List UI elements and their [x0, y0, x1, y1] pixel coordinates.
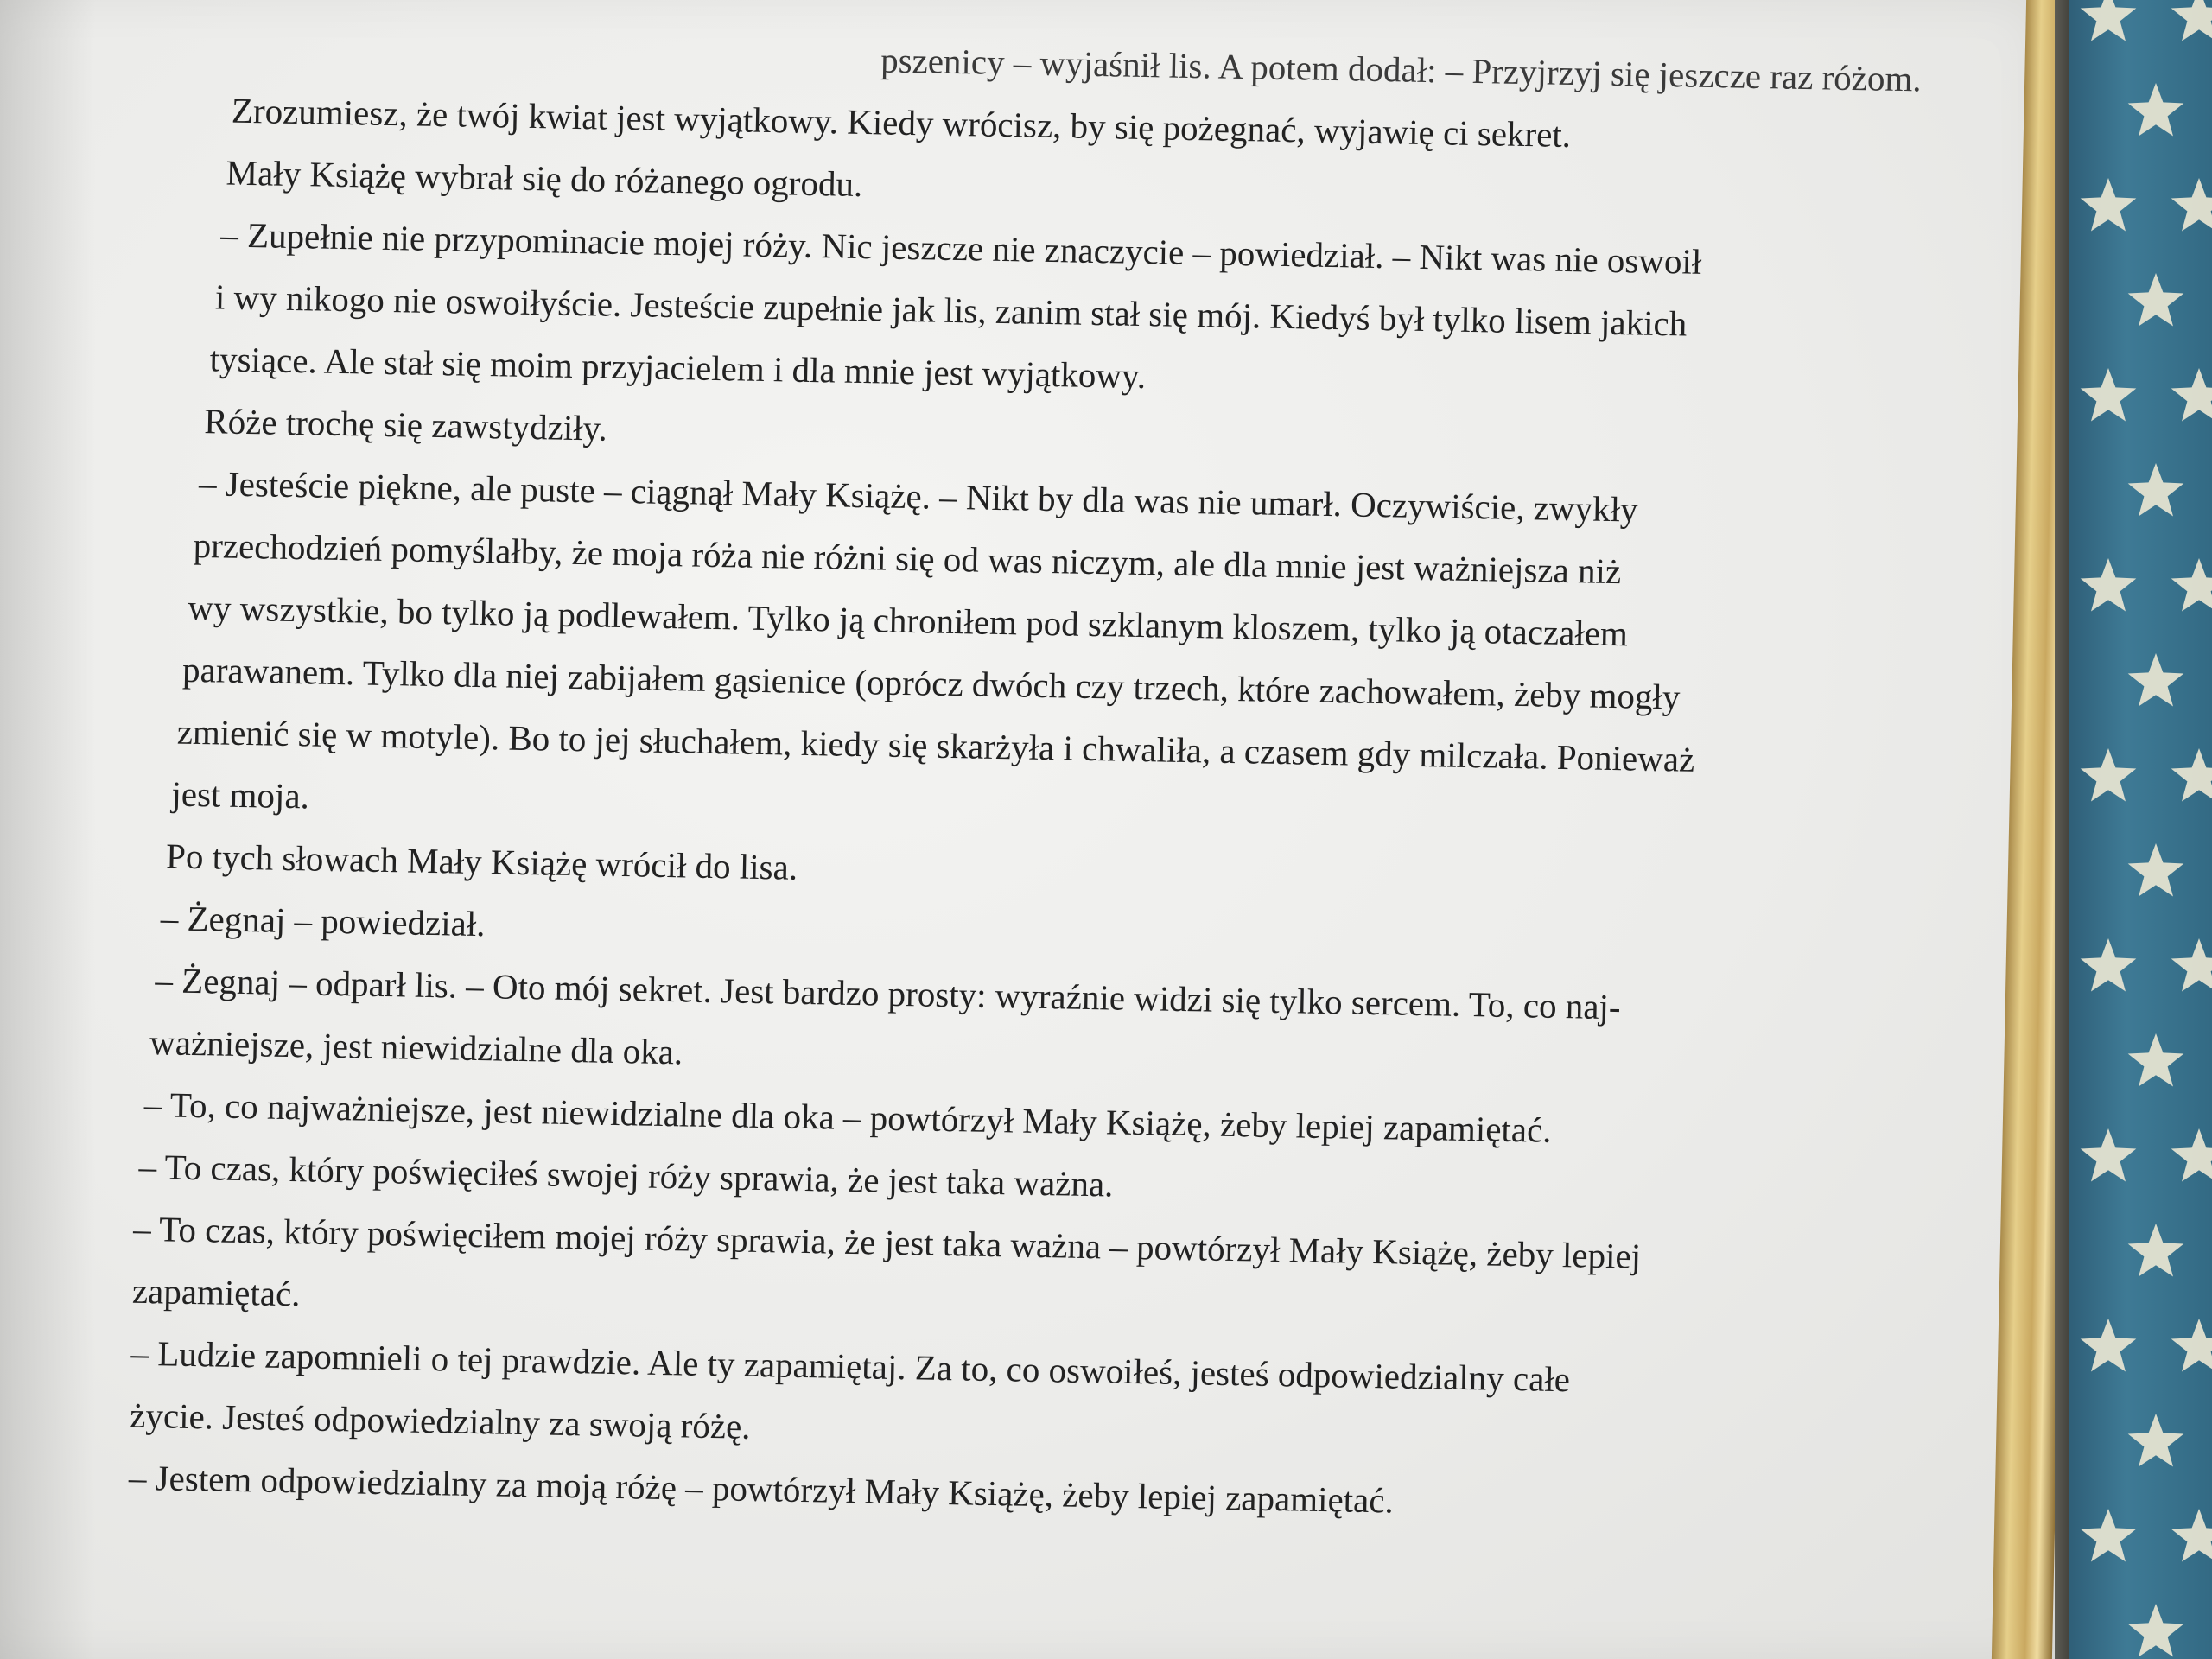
star-icon [2081, 1509, 2137, 1562]
star-icon [2081, 938, 2137, 992]
text-line: tysiące. Ale stał się moim przyjacielem i dla mnie jest wyjątkowy. [209, 339, 1147, 397]
text-line: pszenicy – wyjaśnił lis. A potem dodał: – Przyjrzyj się jeszcze raz różom. [880, 40, 1923, 99]
text-line: – To czas, który poświęciłem mojej róży sprawia, że jest taka ważna – powtórzył Mały Książę, żeby lepiej [132, 1208, 1642, 1276]
star-icon [2081, 748, 2137, 802]
star-icon [2081, 178, 2137, 232]
star-icon [2171, 748, 2212, 802]
text-line: zmienić się w motyle). Bo to jej słuchałem, kiedy się skarżyła i chwaliła, a czasem gdy milczała. Ponieważ [176, 711, 1695, 779]
text-line: Mały Książę wybrał się do różanego ogrodu. [226, 152, 863, 205]
text-line: Po tych słowach Mały Książę wrócił do lisa. [165, 836, 798, 887]
star-icon [2128, 1414, 2184, 1467]
text-line: Róże trochę się zawstydziły. [203, 401, 608, 448]
star-icon [2128, 1604, 2184, 1657]
star-icon [2128, 1033, 2184, 1087]
star-icon [2171, 1319, 2212, 1372]
star-icon [2171, 368, 2212, 422]
star-icon [2171, 558, 2212, 612]
cover-star-pattern [2069, 0, 2212, 1659]
star-icon [2081, 0, 2137, 41]
star-icon [2171, 1509, 2212, 1562]
text-line: – To, co najważniejsze, jest niewidzialne dla oka – powtórzył Mały Książę, żeby lepiej zapamiętać. [143, 1084, 1552, 1150]
star-icon [2081, 558, 2137, 612]
page-text [128, 16, 1923, 1537]
text-line: przechodzień pomyślałby, że moja róża nie różni się od was niczym, ale dla mnie jest ważniejsza niż [193, 524, 1622, 592]
star-icon [2081, 1319, 2137, 1372]
star-icon [2171, 0, 2212, 41]
star-icon [2128, 83, 2184, 137]
text-line: parawanem. Tylko dla niej zabijałem gąsienice (oprócz dwóch czy trzech, które zachowałem, żeby mogły [181, 649, 1681, 717]
star-icon [2081, 368, 2137, 422]
star-icon [2171, 938, 2212, 992]
star-icon [2128, 843, 2184, 897]
text-line: – To czas, który poświęciłeś swojej róży sprawia, że jest taka ważna. [138, 1146, 1114, 1205]
star-icon [2128, 273, 2184, 327]
text-line: życie. Jesteś odpowiedzialny za swoją różę. [129, 1395, 751, 1446]
text-line: ważniejsze, jest niewidzialne dla oka. [149, 1022, 683, 1072]
text-line: – Jesteście piękne, ale puste – ciągnął Mały Książę. – Nikt by dla was nie umarł. Oczywiście, zwykły [198, 463, 1638, 530]
text-line: i wy nikogo nie oswoiłyście. Jesteście zupełnie jak lis, zanim stał się mój. Kiedyś był tylko lisem jakich [214, 276, 1688, 344]
star-icon [2081, 1128, 2137, 1182]
star-icon [2128, 1224, 2184, 1277]
star-icon [2171, 1128, 2212, 1182]
text-line: – Ludzie zapomnieli o tej prawdzie. Ale ty zapamiętaj. Za to, co oswoiłeś, jesteś odpowiedzialny całe [130, 1332, 1571, 1400]
star-icon [2128, 463, 2184, 517]
star-pattern-icon [2069, 0, 2212, 1659]
text-line: – Jestem odpowiedzialny za moją różę – powtórzył Mały Książę, żeby lepiej zapamiętać. [128, 1457, 1395, 1521]
text-line: wy wszystkie, bo tylko ją podlewałem. Tylko ją chroniłem pod szklanym kloszem, tylko ją otaczałem [188, 587, 1629, 654]
text-line: – Żegnaj – odparł lis. – Oto mój sekret. Jest bardzo prosty: wyraźnie widzi się tylko sercem. To, co naj- [155, 960, 1622, 1027]
text-line: zapamiętać. [131, 1270, 301, 1314]
text-line: Zrozumiesz, że twój kwiat jest wyjątkowy. Kiedy wrócisz, by się pożegnać, wyjawię ci sekret. [231, 90, 1572, 156]
text-line: – Zupełnie nie przypominacie mojej róży. Nic jeszcze nie znaczycie – powiedział. – Nikt was nie oswoił [219, 214, 1702, 282]
text-line: jest moja. [171, 773, 310, 817]
star-icon [2171, 178, 2212, 232]
page-gutter-shadow [0, 0, 95, 1659]
star-icon [2128, 653, 2184, 707]
text-line: – Żegnaj – powiedział. [160, 898, 486, 944]
